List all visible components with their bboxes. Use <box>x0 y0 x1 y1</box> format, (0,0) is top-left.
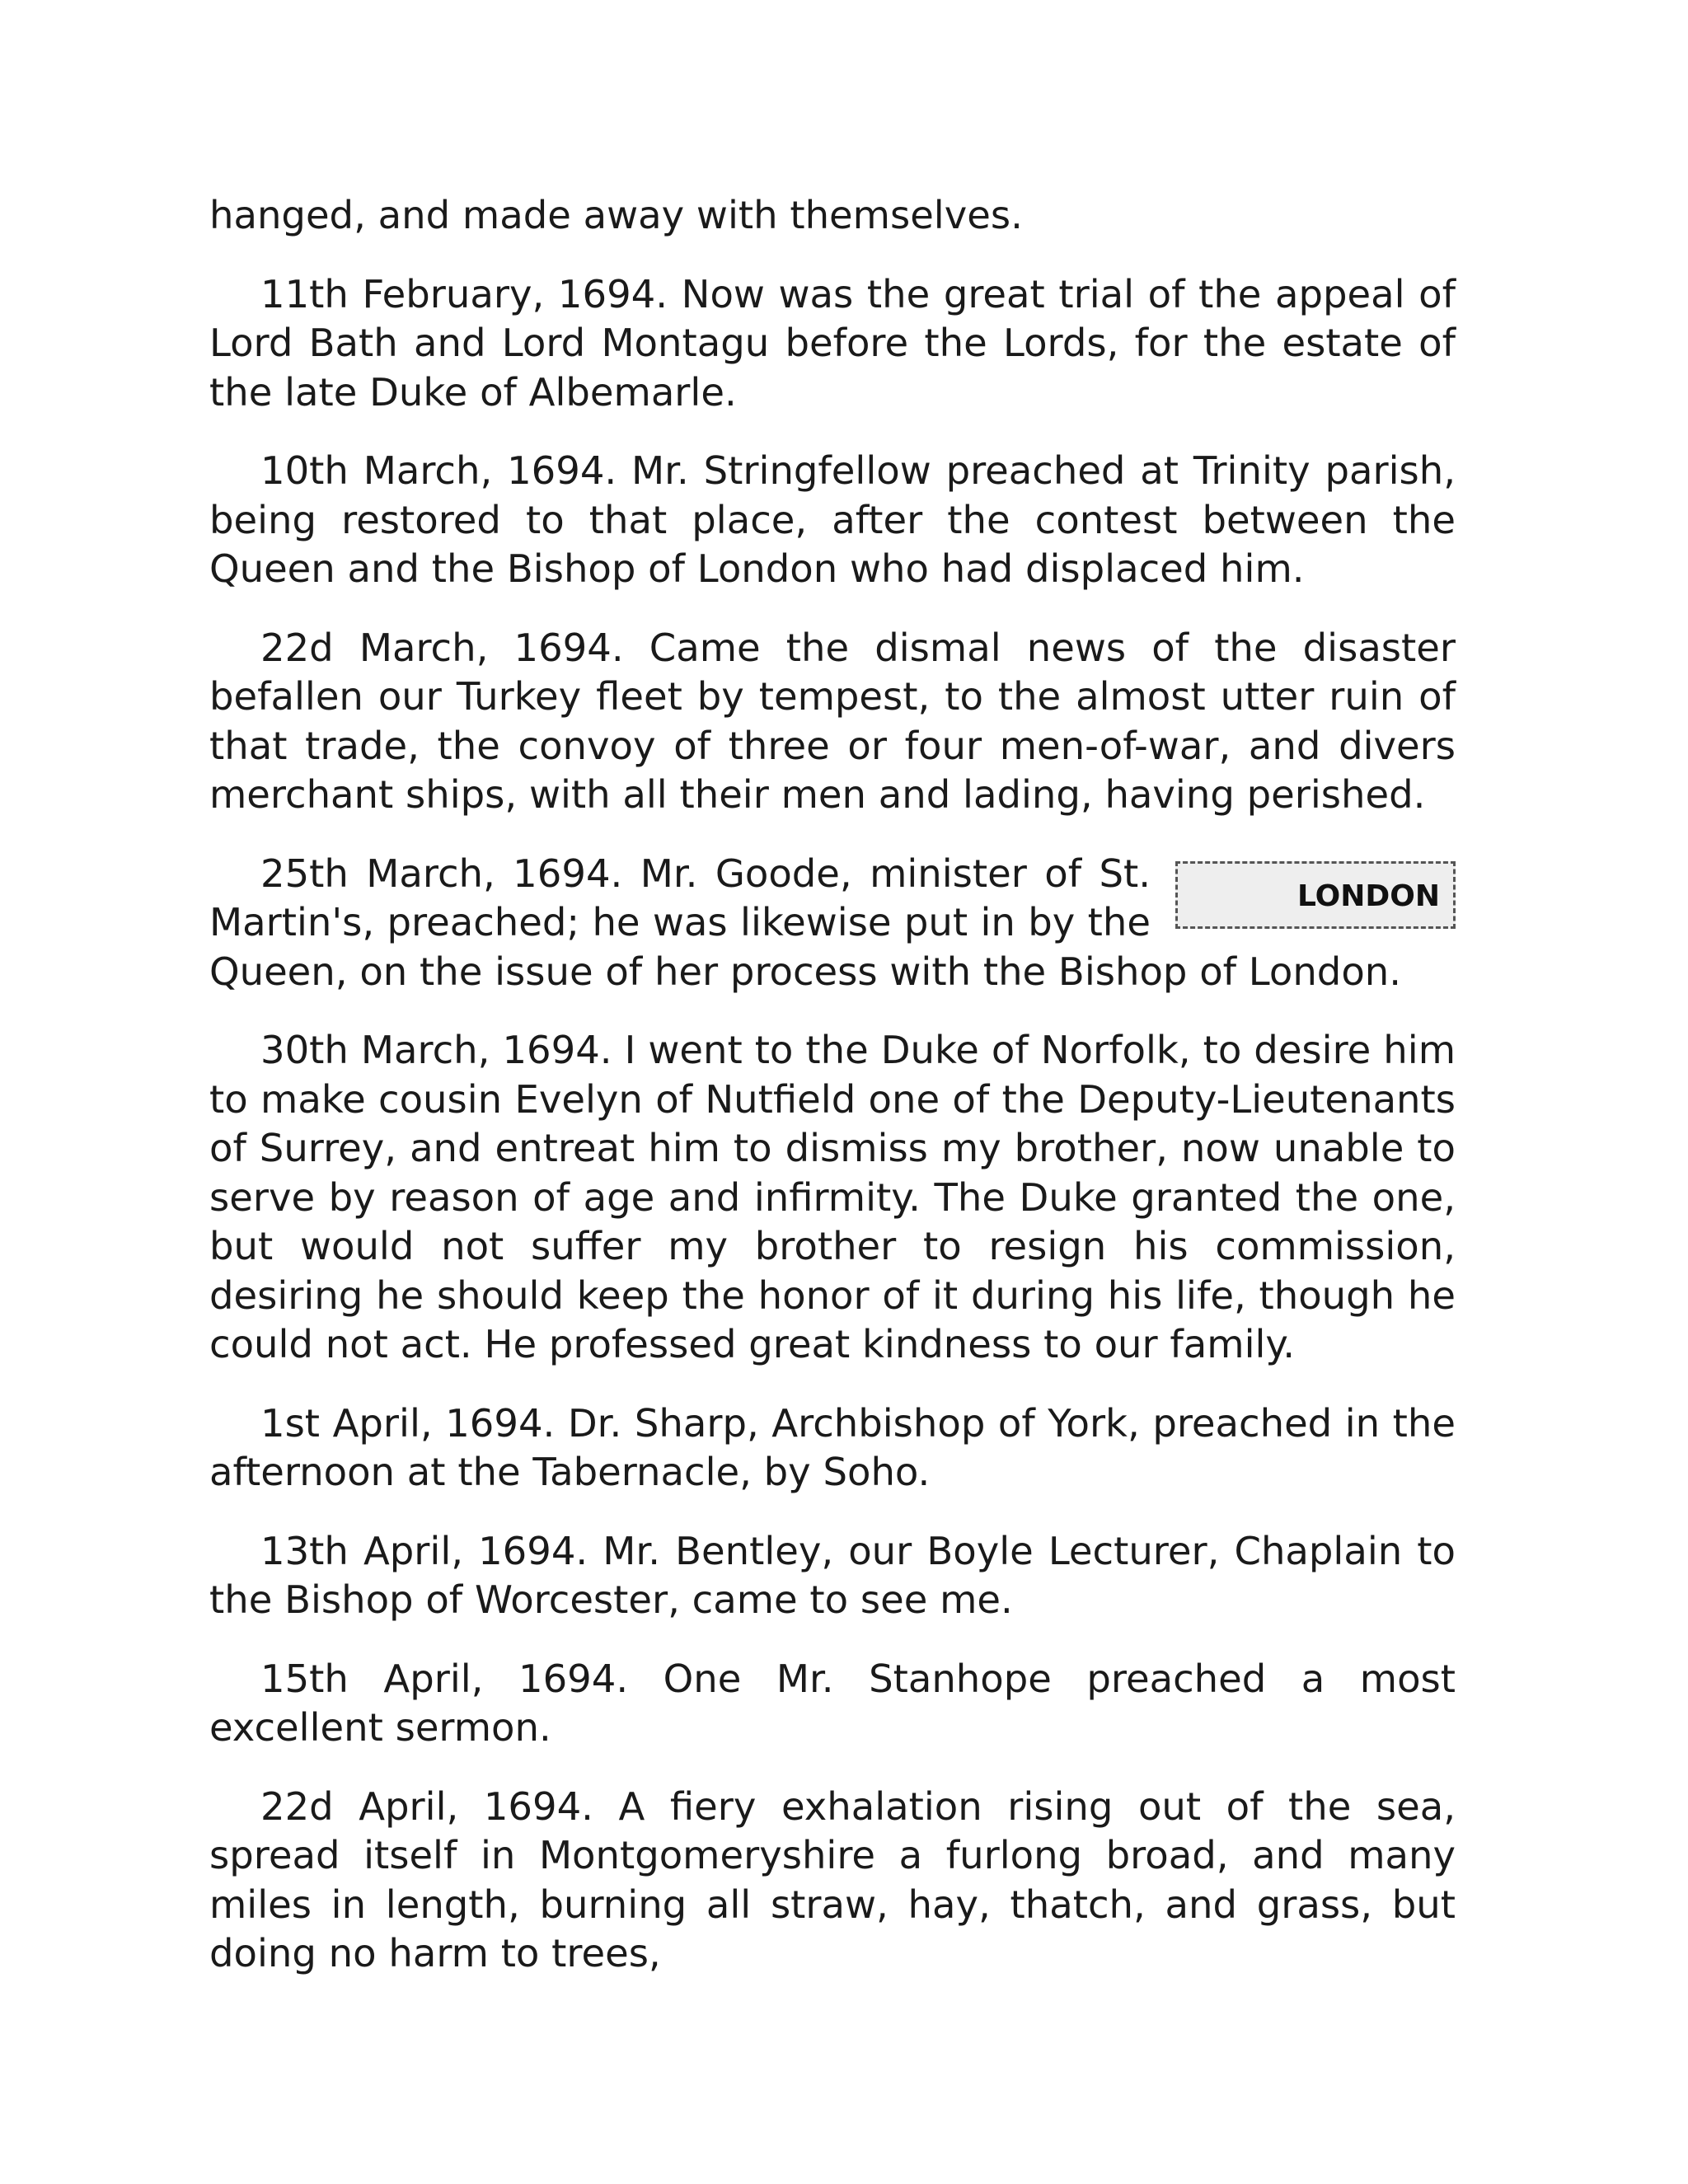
sidenote-box: LONDON <box>1175 861 1456 929</box>
paragraph-continuation: hanged, and made away with themselves. <box>209 193 1023 237</box>
paragraph-entry-15-apr: 15th April, 1694. One Mr. Stanhope preached a most excellent sermon. <box>209 1656 1456 1750</box>
paragraph-entry-22-mar: 22d March, 1694. Came the dismal news of the disaster befallen our Turkey fleet by tempest, to the almost utter ruin of that trade, the convoy of three or four men-of-war, and divers merchant ships, with all their men and lading, having perished. <box>209 625 1456 817</box>
paragraph-entry-25-mar: 25th March, 1694. Mr. Goode, minister of St. Martin's, preached; he was likewise put in by the Queen, on the issue of her process with the Bishop of London. <box>209 851 1402 994</box>
paragraph-entry-13-apr: 13th April, 1694. Mr. Bentley, our Boyle Lecturer, Chaplain to the Bishop of Worcester, came to see me. <box>209 1528 1456 1622</box>
paragraph-entry-10-mar: 10th March, 1694. Mr. Stringfellow preached at Trinity parish, being restored to that place, after the contest between the Queen and the Bishop of London who had displaced him. <box>209 448 1456 591</box>
paragraph-with-sidenote <box>209 850 1456 997</box>
document-page <box>209 191 1456 2008</box>
paragraph-entry-30-mar: 30th March, 1694. I went to the Duke of Norfolk, to desire him to make cousin Evelyn of Nutfield one of the Deputy-Lieutenants of Surrey, and entreat him to dismiss my brother, now unable to serve by reason of age and infirmity. The Duke granted the one, but would not suffer my brother to resign his commission, desiring he should keep the honor of it during his life, though he could not act. He professed great kindness to our family. <box>209 1028 1456 1366</box>
paragraph-entry-1-apr: 1st April, 1694. Dr. Sharp, Archbishop of York, preached in the afternoon at the Tabernacle, by Soho. <box>209 1400 1456 1494</box>
paragraph-entry-22-apr: 22d April, 1694. A fiery exhalation rising out of the sea, spread itself in Montgomeryshire a furlong broad, and many miles in length, burning all straw, hay, thatch, and grass, but doing no harm to trees, <box>209 1783 1456 1975</box>
paragraph-entry-11-feb: 11th February, 1694. Now was the great trial of the appeal of Lord Bath and Lord Montagu before the Lords, for the estate of the late Duke of Albemarle. <box>209 271 1456 415</box>
